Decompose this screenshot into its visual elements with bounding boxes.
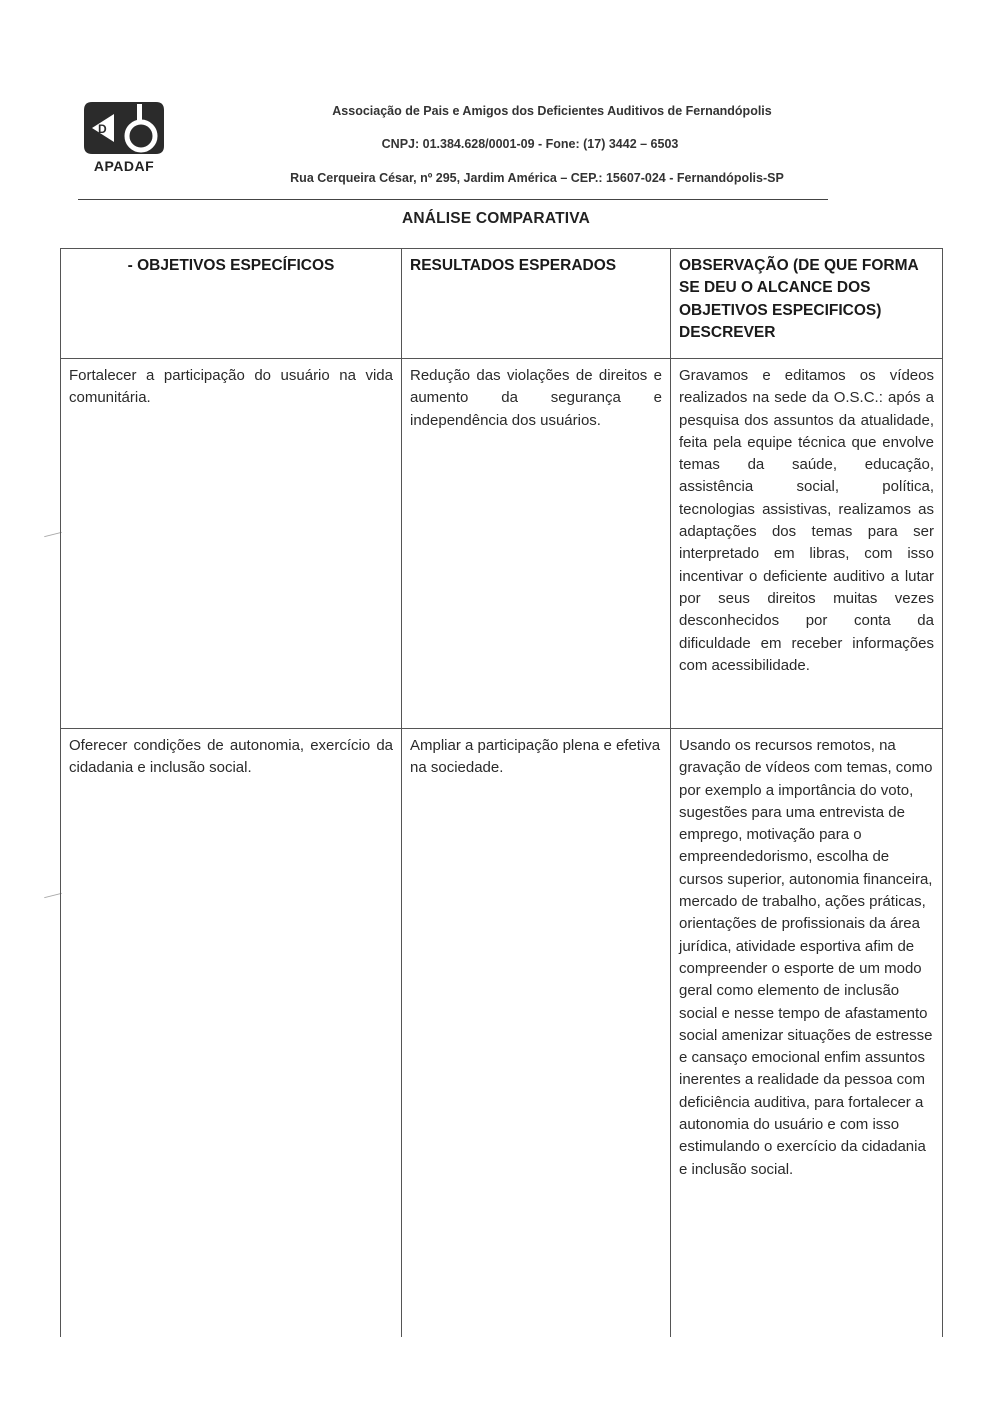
objetivo-cell: Fortalecer a participação do usuário na vida comunitária. bbox=[61, 359, 402, 729]
table-row bbox=[61, 729, 943, 1337]
resultado-cell: Redução das violações de direitos e aumento da segurança e independência dos usuários. bbox=[402, 359, 671, 729]
resultado-cell: Ampliar a participação plena e efetiva na sociedade. bbox=[402, 729, 671, 1337]
header-objetivos: - OBJETIVOS ESPECÍFICOS bbox=[61, 249, 402, 359]
header-divider bbox=[78, 199, 828, 200]
header-observacao: OBSERVAÇÃO (DE QUE FORMA SE DEU O ALCANCE DOS OBJETIVOS ESPECIFICOS) DESCREVER bbox=[671, 249, 943, 359]
objetivo-cell: Oferecer condições de autonomia, exercício da cidadania e inclusão social. bbox=[61, 729, 402, 1337]
table-header-row bbox=[61, 249, 943, 359]
cnpj-phone-line: CNPJ: 01.384.628/0001-09 - Fone: (17) 3442 – 6503 bbox=[381, 137, 679, 151]
observacao-cell: Gravamos e editamos os vídeos realizados na sede da O.S.C.: após a pesquisa dos assuntos da atualidade, feita pela equipe técnica que envolve temas da saúde, educação, assistência social, política, tecnologias assistivas, realizamos as adaptações dos temas para ser interpretado em libras, com isso incentivar o deficiente auditivo a lutar por seus direitos muitas vezes desconhecidos por conta da dificuldade em receber informações com acessibilidade. bbox=[671, 359, 943, 729]
apadaf-logo-icon bbox=[78, 96, 170, 160]
comparison-table bbox=[60, 248, 943, 1337]
address-line: Rua Cerqueira César, nº 295, Jardim América – CEP.: 15607-024 - Fernandópolis-SP bbox=[290, 171, 784, 185]
organization-name: Associação de Pais e Amigos dos Deficientes Auditivos de Fernandópolis bbox=[332, 104, 772, 118]
organization-logo bbox=[78, 96, 170, 178]
table-row bbox=[61, 359, 943, 729]
observacao-cell: Usando os recursos remotos, na gravação de vídeos com temas, como por exemplo a importância do voto, sugestões para uma entrevista de emprego, motivação para o empreendedorismo, escolha de cursos superior, autonomia financeira, mercado de trabalho, ações práticas, orientações de profissionais da área jurídica, atividade esportiva afim de compreender o esporte de um modo geral como elemento de inclusão social e nesse tempo de afastamento social amenizar situações de estresse e cansaço emocional enfim assuntos inerentes a realidade da pessoa com deficiência auditiva, para fortalecer a autonomia do usuário e com isso estimulando o exercício da cidadania e inclusão social. bbox=[671, 729, 943, 1337]
logo-text: APADAF bbox=[93, 158, 155, 174]
svg-text:D: D bbox=[98, 122, 107, 136]
header-resultados: RESULTADOS ESPERADOS bbox=[402, 249, 671, 359]
document-title: ANÁLISE COMPARATIVA bbox=[401, 210, 591, 227]
